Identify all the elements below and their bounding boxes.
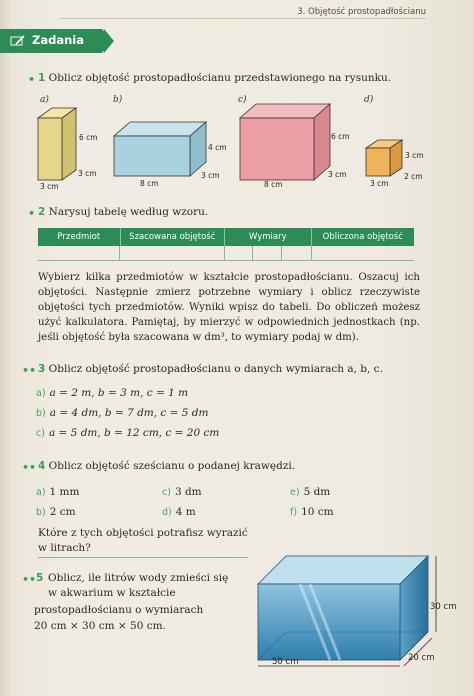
task3-item-c	[36, 427, 219, 439]
aquarium-width: 20 cm	[408, 653, 435, 663]
task4-item-label: a)	[36, 487, 46, 498]
table-col-przedmiot: Przedmiot	[38, 228, 121, 246]
task4-item-value: 5 dm	[303, 486, 331, 498]
fig-a-height: 6 cm	[79, 133, 98, 142]
table-col-obliczona: Obliczona objętość	[322, 232, 403, 242]
task1-text: Oblicz objętość prostopadłościanu przedstawionego na rysunku.	[48, 72, 392, 84]
table-cell	[225, 246, 254, 260]
aquarium-height: 30 cm	[430, 602, 457, 612]
fig-c-depth: 3 cm	[328, 170, 347, 179]
task3-item-label: c)	[36, 428, 45, 439]
task1-bullet: •	[28, 73, 36, 86]
table-cell	[282, 246, 312, 260]
table-header-row	[38, 228, 414, 246]
task3-item-label: b)	[36, 408, 46, 419]
task3-item-value: a = 4 dm, b = 7 dm, c = 5 dm	[49, 407, 209, 419]
task3-text: Oblicz objętość prostopadłościanu o danych wymiarach a, b, c.	[48, 363, 383, 375]
cuboid-c	[240, 104, 330, 180]
fig-d-depth: 2 cm	[404, 172, 423, 181]
task4-item-value: 4 m	[175, 506, 196, 518]
fig-d-label: d)	[364, 95, 374, 105]
task4-item-value: 10 cm	[301, 506, 334, 518]
task5-number: 5	[36, 572, 44, 584]
task2-text: Narysuj tabelę według wzoru.	[48, 206, 209, 218]
fig-b-width: 8 cm	[140, 179, 159, 188]
table-col-wymiary: Wymiary	[225, 228, 312, 246]
cuboid-a	[38, 108, 76, 180]
task5-bullet: ••	[22, 573, 37, 586]
task4-heading	[38, 460, 295, 472]
task4-text: Oblicz objętość sześcianu o podanej krawędzi.	[48, 460, 296, 472]
table-empty-row	[38, 246, 414, 261]
task2-heading	[38, 206, 208, 218]
fig-d-width: 3 cm	[370, 179, 389, 188]
task4-item-f	[290, 506, 334, 518]
task4-item-d	[162, 506, 196, 518]
aquarium-length: 50 cm	[272, 657, 299, 667]
table-col-szacowana: Szacowana objętość	[121, 228, 225, 246]
task4-item-c	[162, 486, 202, 498]
task4-item-label: b)	[36, 507, 46, 518]
task1-number: 1	[38, 72, 46, 84]
task4-question-line1: Które z tych objętości potrafisz wyrazić	[38, 527, 248, 539]
task2-bullet: •	[28, 207, 36, 220]
task3-item-label: a)	[36, 388, 46, 399]
task5-line1: Oblicz, ile litrów wody zmieści się	[48, 572, 229, 584]
task3-item-a	[36, 387, 188, 399]
task5-line3: prostopadłościanu o wymiarach	[34, 604, 204, 616]
task1-figures	[0, 0, 474, 200]
task4-answer-line	[38, 557, 248, 558]
task3-heading	[38, 363, 383, 375]
task2-number: 2	[38, 206, 46, 218]
fig-c-width: 8 cm	[264, 180, 283, 189]
task4-item-b	[36, 506, 76, 518]
fig-d-height: 3 cm	[405, 151, 424, 160]
task4-item-a	[36, 486, 79, 498]
fig-c-height: 6 cm	[331, 132, 350, 141]
zadania-title: Zadania	[32, 33, 84, 47]
table-cell	[38, 246, 120, 260]
task3-item-value: a = 5 dm, b = 12 cm, c = 20 cm	[48, 427, 220, 439]
task4-item-value: 3 dm	[174, 486, 202, 498]
cuboid-b	[114, 122, 206, 176]
fig-b-height: 4 cm	[208, 143, 227, 152]
fig-a-depth: 3 cm	[78, 169, 97, 178]
task3-item-value: a = 2 m, b = 3 m, c = 1 m	[49, 387, 189, 399]
fig-a-label: a)	[40, 95, 49, 105]
table-cell	[312, 246, 414, 260]
task4-item-value: 2 cm	[49, 506, 76, 518]
task3-item-b	[36, 407, 208, 419]
fig-a-width: 3 cm	[40, 182, 59, 191]
table-cell	[253, 246, 282, 260]
task4-item-e	[290, 486, 330, 498]
task4-item-label: c)	[162, 487, 171, 498]
task4-bullet: ••	[22, 461, 37, 474]
task3-number: 3	[38, 363, 46, 375]
task5-line2: w akwarium w kształcie	[48, 587, 176, 599]
task4-item-value: 1 mm	[49, 486, 80, 498]
task4-item-label: e)	[290, 487, 300, 498]
task4-number: 4	[38, 460, 46, 472]
task4-item-label: d)	[162, 507, 172, 518]
fig-b-depth: 3 cm	[201, 171, 220, 180]
task4-item-label: f)	[290, 507, 298, 518]
section-header: 3. Objętość prostopadłościanu	[297, 7, 426, 17]
table-cell	[120, 246, 224, 260]
fig-b-label: b)	[113, 95, 123, 105]
cuboid-d	[366, 140, 402, 176]
fig-c-label: c)	[238, 95, 247, 105]
example-table	[38, 228, 414, 261]
task3-bullet: ••	[22, 364, 37, 377]
task2-paragraph: Wybierz kilka przedmiotów w kształcie prostopadłościanu. Oszacuj ich objętości. Następnie zmierz potrzebne wymiary i oblicz rzeczywiste objętości tych przedmiotów. Wyniki wpisz do tabeli. Do obliczeń możesz użyć kalkulatora. Pamiętaj, by mierzyć w odpowiednich jednostkach (np. jeśli objętość była szacowana w dm³, to wymiary podaj w dm).	[38, 272, 420, 343]
task5-line4: 20 cm × 30 cm × 50 cm.	[34, 620, 166, 632]
task4-question-line2: w litrach?	[38, 542, 91, 554]
